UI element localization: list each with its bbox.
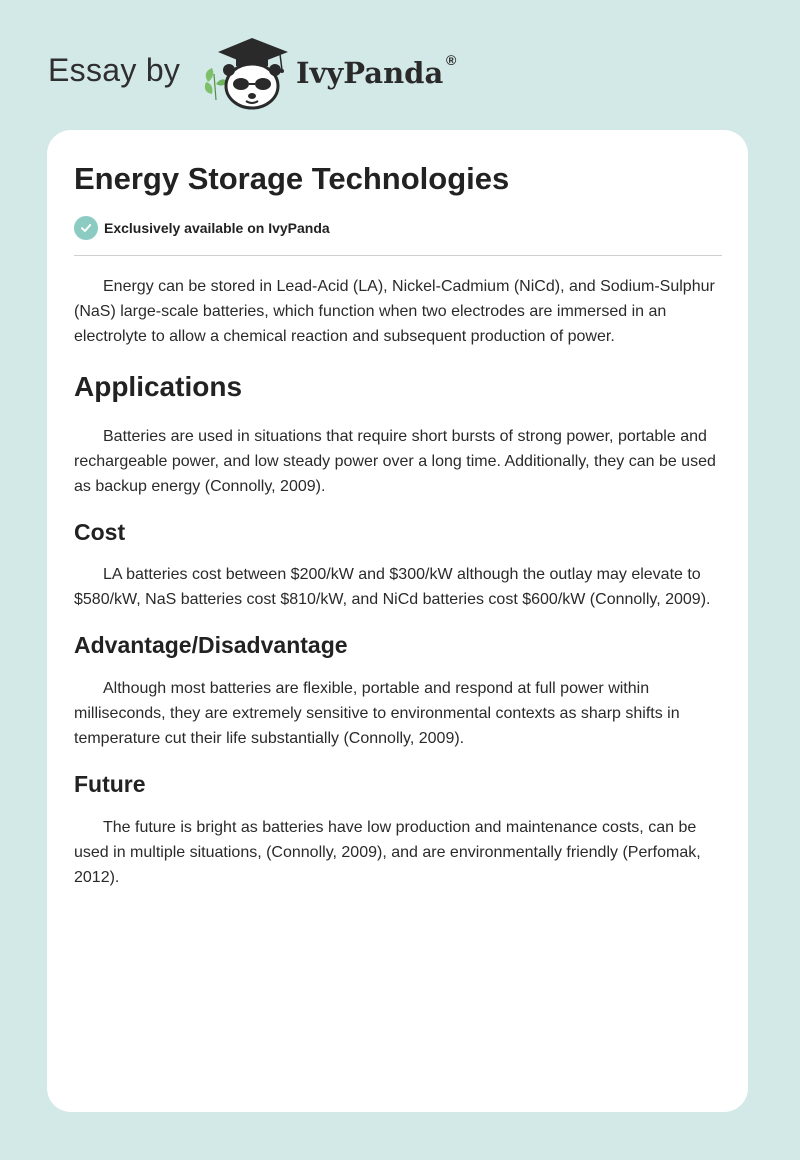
exclusive-badge-text: Exclusively available on IvyPanda [104,220,330,237]
applications-heading: Applications [74,371,243,403]
essay-card [47,130,748,1112]
intro-paragraph: Energy can be stored in Lead-Acid (LA), Nickel-Cadmium (NiCd), and Sodium-Sulphur (NaS) large-scale batteries, which function when two electrodes are immersed in an electrolyte to allow a chemical reaction and subsequent production of power. [74,278,715,346]
brand-prefix: Essay by [48,52,181,88]
check-circle-icon [74,216,98,240]
future-paragraph: The future is bright as batteries have low production and maintenance costs, can be used in multiple situations, (Connolly, 2009), and are environmentally friendly (Perfomak, 2012). [74,818,701,886]
advantage-paragraph: Although most batteries are flexible, portable and respond at full power within milliseconds, they are extremely sensitive to environmental contexts as sharp shifts in temperature cut their life substantially (Connolly, 2009). [74,679,680,747]
registered-mark: ® [446,52,457,68]
essay-content [74,160,722,890]
page-title: Energy Storage Technologies [74,161,510,196]
brand-header[interactable] [48,28,488,110]
cost-heading: Cost [74,518,126,545]
advantage-heading: Advantage/Disadvantage [74,632,348,659]
exclusive-badge [74,215,722,241]
cost-paragraph: LA batteries cost between $200/kW and $300/kW although the outlay may elevate to $580/kW, NaS batteries cost $810/kW, and NiCd batteries cost $600/kW (Connolly, 2009). [74,566,711,609]
future-heading: Future [74,770,146,797]
brand-name: IvyPanda [296,56,444,90]
applications-paragraph: Batteries are used in situations that require short bursts of strong power, portable and rechargeable power, and low steady power over a long time. Additionally, they can be used as backup energy (Connolly, 2009). [74,427,716,495]
panda-graduate-logo-icon [200,34,300,114]
title-divider [74,255,722,256]
